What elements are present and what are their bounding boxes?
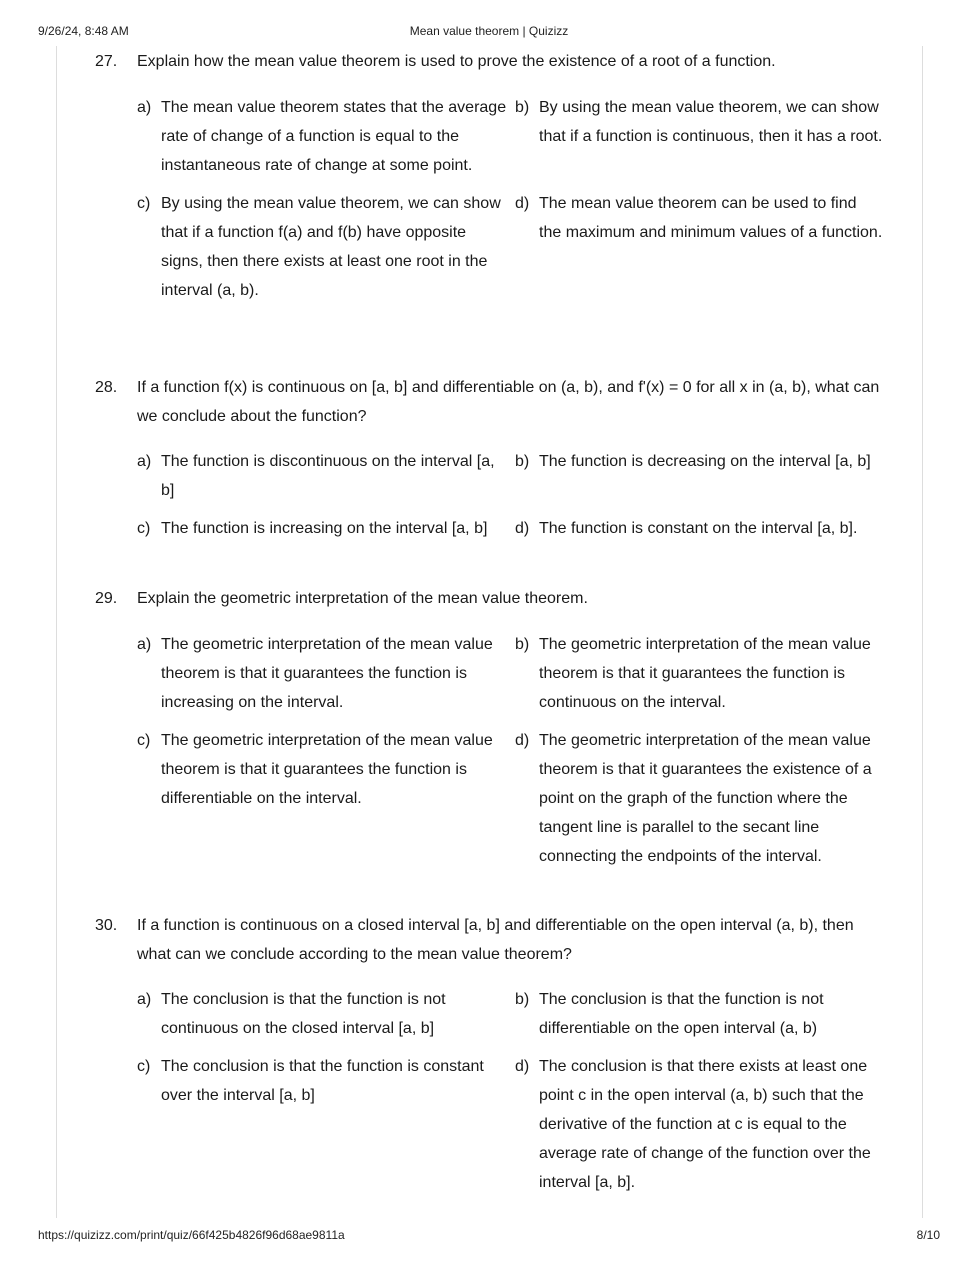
- option-text: By using the mean value theorem, we can show that if a function f(a) and f(b) have opposite signs, then there exists at least one root in the interval (a, b).: [161, 194, 501, 299]
- answer-options: [137, 93, 895, 305]
- option-d: [515, 514, 887, 543]
- option-b: [515, 447, 887, 505]
- option-a: [137, 447, 515, 505]
- option-letter: d): [515, 194, 530, 212]
- page-border-right: [922, 46, 923, 1218]
- option-letter: b): [515, 98, 530, 116]
- page-border-left: [56, 46, 57, 1218]
- option-letter: a): [137, 98, 152, 116]
- option-d: [515, 189, 887, 305]
- question-30: [95, 912, 895, 1197]
- option-text: The mean value theorem states that the average rate of change of a function is equal to the instantaneous rate of change at some point.: [161, 98, 507, 174]
- question-28: [95, 374, 895, 543]
- option-letter: c): [137, 520, 151, 537]
- option-a: [137, 93, 515, 180]
- option-letter: b): [515, 991, 530, 1008]
- answer-options: [137, 447, 895, 543]
- answer-options: [137, 985, 895, 1197]
- print-header: [38, 24, 940, 40]
- option-a: [137, 630, 515, 717]
- option-d: [515, 726, 887, 871]
- question-text: If a function f(x) is continuous on [a, b] and differentiable on (a, b), and f'(x) = 0 for all x in (a, b), what can we conclude about the function?: [137, 379, 880, 425]
- question-header: [95, 374, 895, 431]
- print-url: https://quizizz.com/print/quiz/66f425b4826f96d68ae9811a: [38, 1228, 345, 1242]
- option-text: The mean value theorem can be used to find the maximum and minimum values of a function.: [539, 194, 883, 241]
- option-c: [137, 1052, 515, 1197]
- option-letter: a): [137, 635, 152, 653]
- option-text: The geometric interpretation of the mean value theorem is that it guarantees the function is increasing on the interval.: [161, 635, 493, 711]
- option-c: [137, 514, 515, 543]
- print-page-number: 8/10: [916, 1228, 940, 1242]
- option-letter: c): [137, 194, 151, 212]
- option-a: [137, 985, 515, 1043]
- option-letter: d): [515, 731, 530, 749]
- option-b: [515, 985, 887, 1043]
- option-text: The function is decreasing on the interval [a, b]: [539, 453, 871, 470]
- option-b: [515, 630, 887, 717]
- question-number: 27.: [95, 53, 118, 70]
- option-letter: d): [515, 1058, 530, 1075]
- option-text: The geometric interpretation of the mean value theorem is that it guarantees the function is differentiable on the interval.: [161, 731, 493, 807]
- print-page-title: Mean value theorem | Quizizz: [409, 24, 569, 38]
- question-header: [95, 48, 895, 77]
- question-number: 29.: [95, 590, 118, 607]
- option-c: [137, 189, 515, 305]
- option-text: The conclusion is that the function is not differentiable on the open interval (a, b): [539, 991, 824, 1037]
- option-text: The function is constant on the interval [a, b].: [539, 520, 858, 537]
- option-text: The conclusion is that there exists at least one point c in the open interval (a, b) such that the derivative of the function at c is equal to the average rate of change of the function over the interval [a, b].: [539, 1058, 871, 1191]
- question-header: [95, 585, 895, 614]
- answer-options: [137, 630, 895, 871]
- print-datetime: 9/26/24, 8:48 AM: [38, 24, 129, 38]
- option-letter: c): [137, 731, 151, 749]
- option-c: [137, 726, 515, 871]
- question-number: 30.: [95, 917, 118, 934]
- option-d: [515, 1052, 887, 1197]
- question-header: [95, 912, 895, 969]
- option-text: The conclusion is that the function is constant over the interval [a, b]: [161, 1058, 484, 1104]
- option-letter: a): [137, 453, 152, 470]
- option-text: The conclusion is that the function is not continuous on the closed interval [a, b]: [161, 991, 446, 1037]
- option-text: The geometric interpretation of the mean value theorem is that it guarantees the function is continuous on the interval.: [539, 635, 871, 711]
- question-text: Explain the geometric interpretation of the mean value theorem.: [137, 590, 588, 607]
- option-text: The function is increasing on the interval [a, b]: [161, 520, 488, 537]
- question-number: 28.: [95, 379, 118, 396]
- option-text: The geometric interpretation of the mean value theorem is that it guarantees the existence of a point on the graph of the function where the tangent line is parallel to the secant line connecting the endpoints of the interval.: [539, 731, 872, 865]
- option-letter: d): [515, 520, 530, 537]
- option-text: The function is discontinuous on the interval [a, b]: [161, 453, 495, 499]
- print-footer: [38, 1228, 940, 1244]
- option-letter: c): [137, 1058, 151, 1075]
- question-text: If a function is continuous on a closed interval [a, b] and differentiable on the open interval (a, b), then what can we conclude according to the mean value theorem?: [137, 917, 854, 963]
- question-27: [95, 48, 895, 305]
- option-letter: b): [515, 453, 530, 470]
- option-b: [515, 93, 887, 180]
- question-text: Explain how the mean value theorem is used to prove the existence of a root of a function.: [137, 53, 776, 70]
- option-text: By using the mean value theorem, we can show that if a function is continuous, then it has a root.: [539, 98, 883, 145]
- option-letter: b): [515, 635, 530, 653]
- option-letter: a): [137, 991, 152, 1008]
- question-29: [95, 585, 895, 871]
